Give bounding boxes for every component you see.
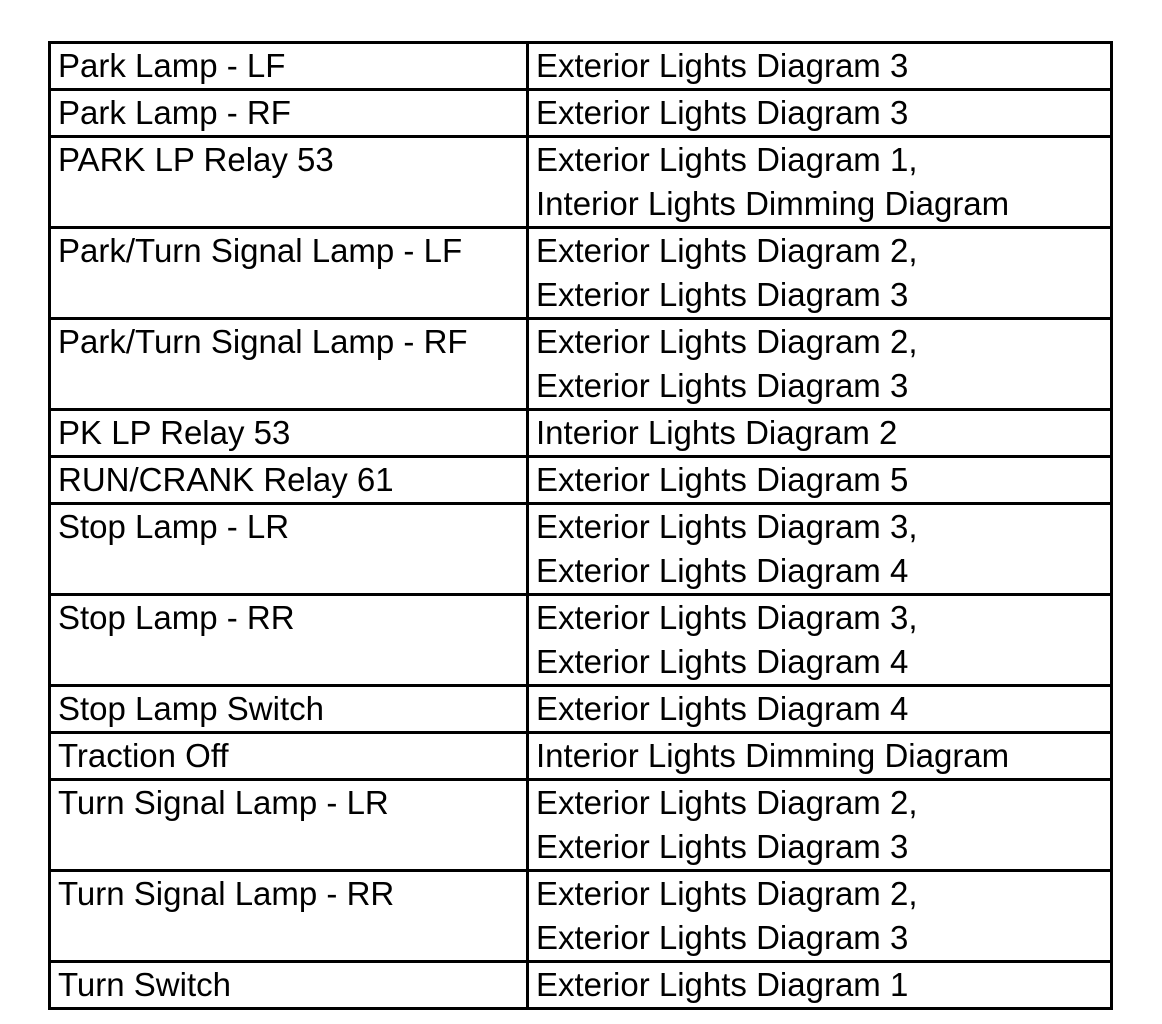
diagram-location: Exterior Lights Diagram 3 (536, 276, 909, 313)
component-name-cell (50, 228, 528, 319)
diagram-location: Exterior Lights Diagram 3 (536, 94, 909, 131)
component-name-cell (50, 871, 528, 962)
diagram-location: Exterior Lights Diagram 3, (536, 599, 918, 636)
diagram-location: Exterior Lights Diagram 1 (536, 966, 909, 1003)
diagram-location: Exterior Lights Diagram 5 (536, 461, 909, 498)
component-name: Park Lamp - RF (58, 94, 291, 131)
diagram-location: Exterior Lights Diagram 4 (536, 690, 909, 727)
component-name-cell (50, 90, 528, 137)
diagram-location: Exterior Lights Diagram 2, (536, 323, 918, 360)
component-name: Turn Switch (58, 966, 231, 1003)
component-name-cell (50, 733, 528, 780)
diagram-location: Exterior Lights Diagram 2, (536, 875, 918, 912)
component-name: Park/Turn Signal Lamp - LF (58, 232, 463, 269)
diagram-location-cell (528, 871, 1112, 962)
diagram-location: Exterior Lights Diagram 4 (536, 552, 909, 589)
diagram-location-cell (528, 228, 1112, 319)
table-row (50, 410, 1112, 457)
component-name-cell (50, 686, 528, 733)
component-name: PARK LP Relay 53 (58, 141, 334, 178)
diagram-location: Exterior Lights Diagram 3 (536, 828, 909, 865)
component-name-cell (50, 595, 528, 686)
component-name: Traction Off (58, 737, 229, 774)
diagram-location-cell (528, 137, 1112, 228)
diagram-location: Exterior Lights Diagram 4 (536, 643, 909, 680)
component-name: PK LP Relay 53 (58, 414, 291, 451)
table-row (50, 43, 1112, 90)
component-name: Stop Lamp - LR (58, 508, 290, 545)
component-name-cell (50, 504, 528, 595)
diagram-location: Interior Lights Dimming Diagram (536, 185, 1010, 222)
table-row (50, 137, 1112, 228)
diagram-location-cell (528, 780, 1112, 871)
component-name-cell (50, 43, 528, 90)
diagram-location-cell (528, 319, 1112, 410)
component-name: Park Lamp - LF (58, 47, 286, 84)
diagram-location-cell (528, 43, 1112, 90)
component-name: Turn Signal Lamp - RR (58, 875, 395, 912)
component-name: Stop Lamp Switch (58, 690, 324, 727)
table-row (50, 962, 1112, 1009)
diagram-location-cell (528, 504, 1112, 595)
table-row (50, 780, 1112, 871)
component-name-cell (50, 457, 528, 504)
diagram-location: Exterior Lights Diagram 3, (536, 508, 918, 545)
table-row (50, 228, 1112, 319)
diagram-location-cell (528, 90, 1112, 137)
diagram-location: Interior Lights Diagram 2 (536, 414, 898, 451)
table-row (50, 733, 1112, 780)
component-locator-table-container (48, 41, 1110, 1010)
diagram-location: Exterior Lights Diagram 3 (536, 47, 909, 84)
table-row (50, 595, 1112, 686)
table-row (50, 457, 1112, 504)
component-name-cell (50, 137, 528, 228)
diagram-location: Exterior Lights Diagram 1, (536, 141, 918, 178)
component-name: Park/Turn Signal Lamp - RF (58, 323, 468, 360)
component-name-cell (50, 780, 528, 871)
diagram-location-cell (528, 686, 1112, 733)
table-row (50, 504, 1112, 595)
diagram-location-cell (528, 410, 1112, 457)
component-locator-table (48, 41, 1113, 1010)
diagram-location-cell (528, 962, 1112, 1009)
component-name-cell (50, 410, 528, 457)
diagram-location: Interior Lights Dimming Diagram (536, 737, 1010, 774)
diagram-location: Exterior Lights Diagram 3 (536, 367, 909, 404)
component-name-cell (50, 319, 528, 410)
diagram-location: Exterior Lights Diagram 2, (536, 784, 918, 821)
table-row (50, 686, 1112, 733)
component-name: Stop Lamp - RR (58, 599, 295, 636)
diagram-location: Exterior Lights Diagram 3 (536, 919, 909, 956)
table-row (50, 319, 1112, 410)
diagram-location: Exterior Lights Diagram 2, (536, 232, 918, 269)
component-name-cell (50, 962, 528, 1009)
table-row (50, 90, 1112, 137)
table-row (50, 871, 1112, 962)
diagram-location-cell (528, 457, 1112, 504)
diagram-location-cell (528, 733, 1112, 780)
component-name: Turn Signal Lamp - LR (58, 784, 389, 821)
diagram-location-cell (528, 595, 1112, 686)
component-name: RUN/CRANK Relay 61 (58, 461, 394, 498)
table-body (50, 43, 1112, 1009)
